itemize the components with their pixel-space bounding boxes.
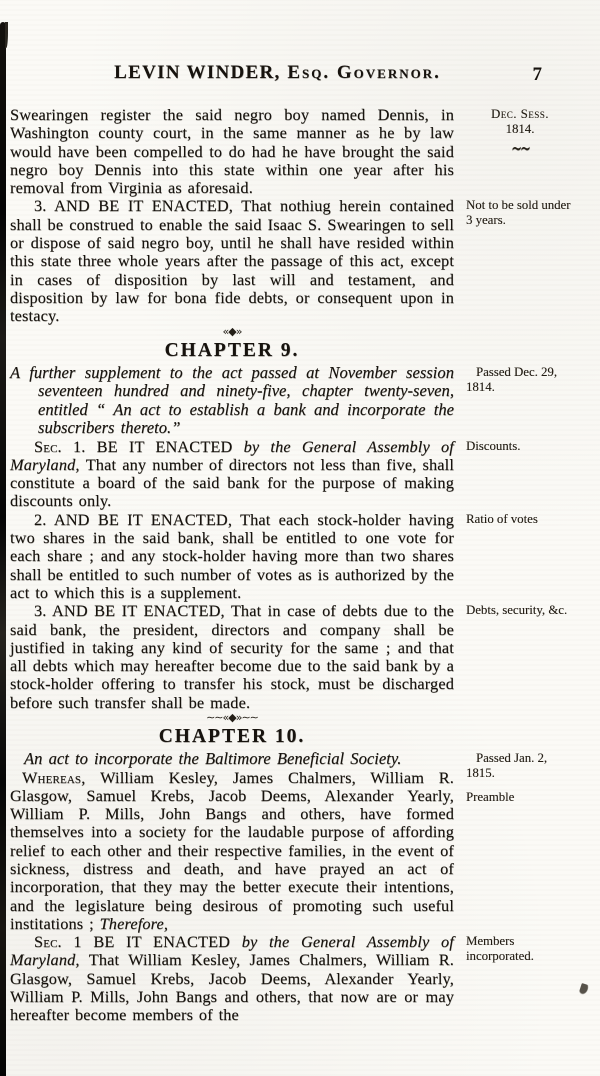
- whereas-label: Whereas,: [22, 767, 101, 787]
- page-number: 7: [532, 64, 542, 85]
- assembly-phrase: by the General Assembly of Maryland,: [10, 932, 454, 970]
- margin-note-no-sale: Not to be sold under 3 years.: [466, 198, 571, 228]
- chapter10-preamble: [10, 767, 515, 934]
- assembly-phrase: by the General Assembly of Maryland,: [10, 436, 454, 474]
- whereas-body: William Kesley, James Chalmers, William R. Glasgow, Samuel Krebs, Jacob Deems, Alexander Yearly, William P. Mills, John Bangs and others, have formed themselves into a society for the laudable purpose of affording relief to each other and their respective families, in the event of sickness, distress and death, and have prayed an act of incorporation, that they may the better execute their intentions, and the legislature being desirous of promoting such useful institations ;: [10, 767, 454, 933]
- governor-name: LEVIN WINDER,: [114, 62, 281, 83]
- margin-note-passed-dec: Passed Dec. 29, 1814.: [466, 364, 558, 394]
- margin-note-session: [472, 107, 568, 163]
- margin-note-passed-jan: Passed Jan. 2, 1815.: [466, 751, 548, 781]
- margin-note-session-line1: Dec. Sess.: [491, 107, 549, 121]
- chapter9-section2: [10, 509, 538, 602]
- margin-note-members-incorporated: Members incorporated.: [466, 934, 534, 964]
- governor-title: Esq. Governor.: [280, 62, 441, 83]
- chapter9-title: A further supplement to the act passed at November session seventeen hundred and ninety-five, chapter twenty-seven, entitled “ An act to establish a bank and incorporate the subscribers thereto.”: [10, 362, 454, 438]
- flourish-icon: ∼∼: [511, 137, 529, 163]
- margin-note-session-line2: 1814.: [505, 122, 535, 136]
- chapter10-title: An act to incorporate the Baltimore Beneficial Society.: [24, 749, 402, 769]
- therefore-word: Therefore,: [99, 913, 169, 933]
- running-head: [10, 62, 570, 92]
- section-no-sale: [10, 196, 571, 326]
- enacting-words: BE IT ENACTED: [96, 436, 244, 456]
- sec-label: Sec. 1: [34, 932, 94, 952]
- chapter9-sec2-paragraph: 2. AND BE IT ENACTED, That each stock-holder having two shares in the said bank, shall be entitled to one vote for each share ; and any stock-holder having more than two shares shall be entitled to such number of votes as is authorized by the act to which this is a supplement.: [10, 509, 454, 602]
- enacting-words: BE IT ENACTED: [93, 932, 242, 952]
- paragraph-registration: Swearingen register the said negro boy named Dennis, in Washington county court, in the same manner as he by law would have been compelled to do had he have brought the said negro boy Dennis into this state within one year after his removal from Virginia as aforesaid.: [10, 105, 454, 198]
- chapter-divider-icon: ∼∼«◆»∼∼: [206, 711, 258, 725]
- page-title: [10, 62, 545, 84]
- margin-note-ratio-of-votes: Ratio of votes: [466, 511, 538, 526]
- chapter9-section3: [10, 601, 568, 712]
- chapter9-section1: [10, 436, 521, 511]
- chapter9-sec3-paragraph: 3. AND BE IT ENACTED, That in case of debts due to the said bank, the president, directors and company shall be justified in taking any kind of security for the same ; and that all debts which may hereafter become due to the said bank by a stock-holder offering to transfer his stock, must be discharged before such transfer shall be made.: [10, 601, 454, 712]
- whereas-paragraph: [10, 769, 454, 934]
- sec1-body: That William Kesley, James Chalmers, William R. Glasgow, Samuel Krebs, Jacob Deems, Alexander Yearly, William P. Mills, John Bangs and others, that now are or may hereafter become members of the: [10, 950, 454, 1025]
- section-registration: [10, 105, 549, 198]
- margin-note-debts-security: Debts, security, &c.: [466, 603, 568, 618]
- paragraph-no-sale: 3. AND BE IT ENACTED, That nothiug herein contained shall be construed to enable the said Isaac S. Swearingen to sell or dispose of said negro boy, until he shall have resided within this state three whole years after the passage of this act, except in cases of disposition by last will and testament, and disposition by law for bona fide debts, or consequent upon in testacy.: [10, 196, 454, 326]
- sec-label: Sec. 1.: [34, 436, 97, 456]
- chapter9-sec1-paragraph: [10, 438, 454, 511]
- sec1-body: That any number of directors not less than five, shall constitute a board of the said bank for the purpose of making discounts only.: [10, 454, 455, 511]
- margin-note-discounts: Discounts.: [466, 438, 521, 453]
- margin-note-preamble: Preamble: [466, 789, 515, 804]
- chapter10-heading: CHAPTER 10.: [158, 726, 306, 748]
- chapter10-sec1-paragraph: [10, 933, 454, 1024]
- chapter10-section1: [10, 932, 534, 1025]
- chapter9-heading: CHAPTER 9.: [164, 339, 300, 361]
- chapter9-title-block: [10, 362, 558, 438]
- chapter-divider-icon: «◆»: [222, 324, 242, 338]
